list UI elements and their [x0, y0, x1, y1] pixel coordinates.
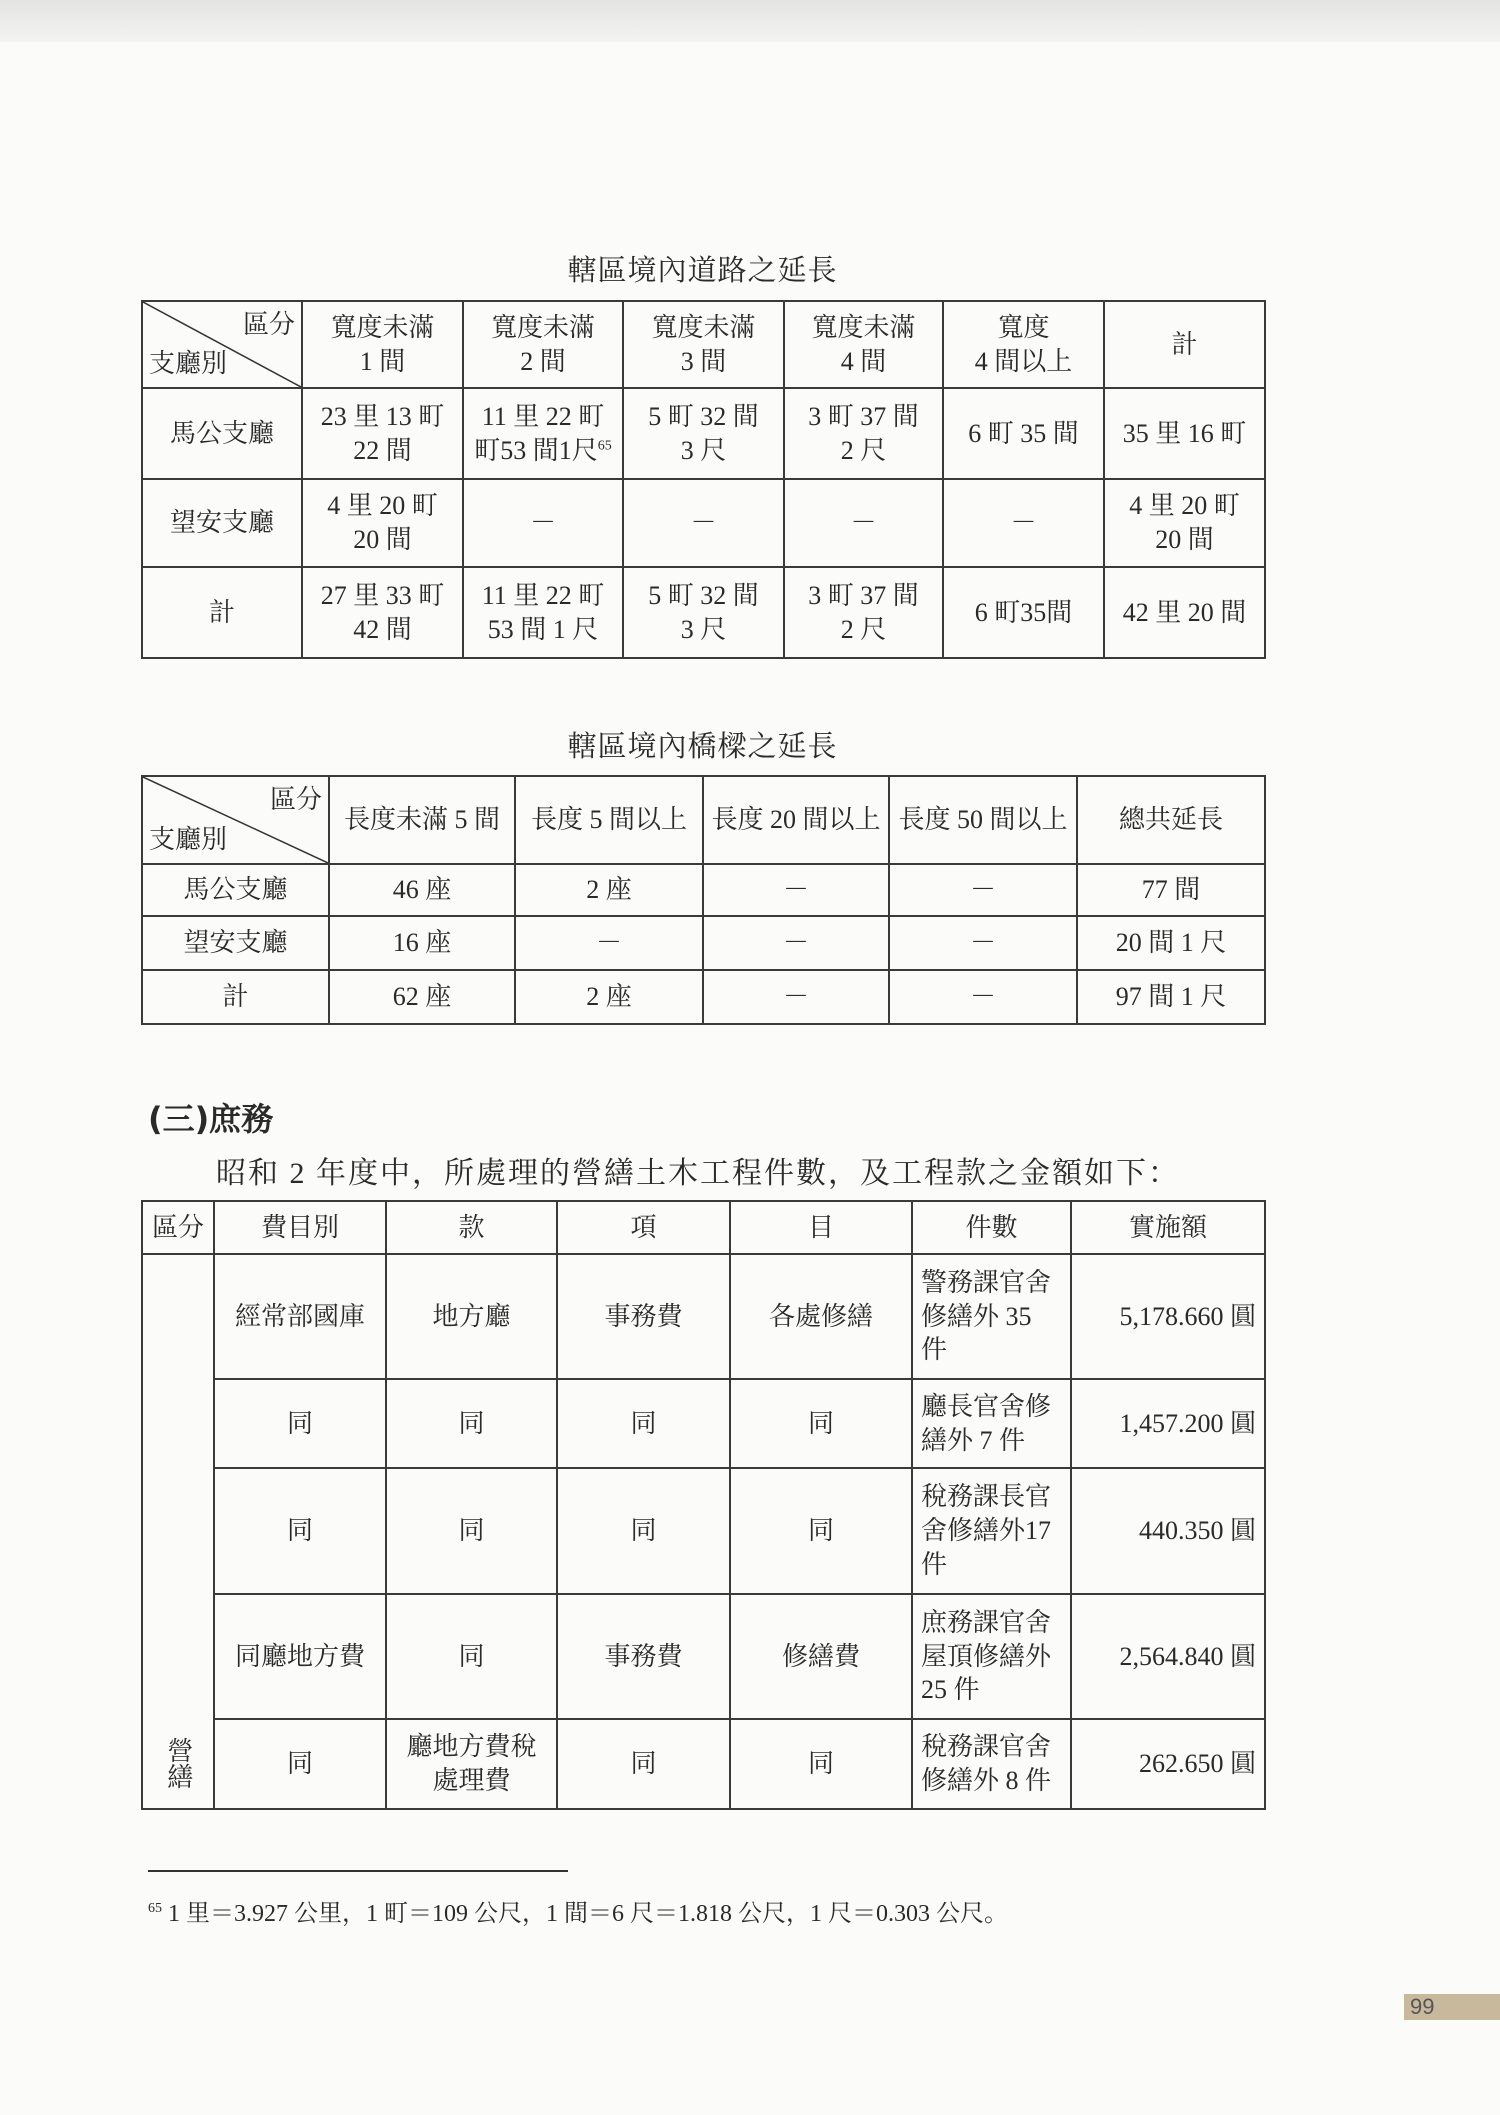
table-cell: 1,457.200 圓 [1071, 1379, 1265, 1468]
table-cell: 35 里 16 町 [1104, 388, 1265, 479]
footnote-ref: 65 [597, 437, 612, 453]
table-cell: 97 間 1 尺 [1077, 970, 1265, 1024]
corner-header-cell [142, 301, 302, 388]
table-cell: 5 町 32 間 3 尺 [623, 388, 784, 479]
column-header: 區分 [142, 1201, 214, 1254]
column-header: 目 [730, 1201, 912, 1254]
table-cell: 同 [386, 1379, 557, 1468]
corner-label-top: 區分 [242, 310, 295, 339]
section-heading: (三)庶務 [148, 1100, 274, 1138]
corner-label-bottom: 支廳別 [149, 349, 228, 379]
category-cell [142, 1254, 214, 1809]
column-header: 件數 [912, 1201, 1071, 1254]
table-row [142, 388, 1265, 479]
table-cell: 經常部國庫 [214, 1254, 386, 1379]
category-label: 營繕 [163, 1737, 193, 1790]
table-cell: 4 里 20 町 20 間 [302, 479, 463, 567]
column-header: 款 [386, 1201, 557, 1254]
header-row [142, 301, 1265, 388]
table-cell: 23 里 13 町 22 間 [302, 388, 463, 479]
column-header: 寬度未滿 3 間 [623, 301, 784, 388]
table-cell: 2,564.840 圓 [1071, 1594, 1265, 1719]
corner-header-cell [142, 776, 329, 864]
footnote-text: 1 里＝3.927 公里，1 町＝109 公尺，1 間＝6 尺＝1.818 公尺，1 尺＝0.303 公尺。 [168, 1901, 1008, 1927]
column-header: 長度 5 間以上 [515, 776, 703, 864]
table-cell: － [784, 479, 943, 567]
column-header: 總共延長 [1077, 776, 1265, 864]
row-label: 望安支廳 [142, 479, 302, 567]
column-header: 長度未滿 5 間 [329, 776, 515, 864]
table-cell: 同 [730, 1719, 912, 1809]
table-cell: 廳地方費稅 處理費 [386, 1719, 557, 1809]
table-row [142, 970, 1265, 1024]
table-cell: － [463, 479, 623, 567]
table-cell: 稅務課長官 舍修繕外17 件 [912, 1468, 1071, 1594]
column-header: 費目別 [214, 1201, 386, 1254]
table-cell: － [889, 970, 1077, 1024]
table-cell: 同 [214, 1719, 386, 1809]
table-cell: 3 町 37 間 2 尺 [784, 567, 943, 658]
bridge-length-table [141, 775, 1266, 1025]
cell-text: 11 里 22 町 町53 間1尺 [474, 401, 605, 465]
table-row [142, 1379, 1265, 1468]
bridge-table-title: 轄區境內橋樑之延長 [567, 731, 838, 763]
column-header: 寬度 4 間以上 [943, 301, 1104, 388]
section-paragraph: 昭和 2 年度中，所處理的營繕土木工程件數，及工程款之金額如下： [216, 1157, 1180, 1190]
table-cell: 同 [214, 1379, 386, 1468]
table-cell: － [703, 864, 889, 916]
footnote-number: 65 [148, 1901, 162, 1916]
row-label: 馬公支廳 [142, 864, 329, 916]
table-cell: 事務費 [557, 1594, 730, 1719]
table-cell: 廳長官舍修 繕外 7 件 [912, 1379, 1071, 1468]
table-cell: 27 里 33 町 42 間 [302, 567, 463, 658]
row-label: 望安支廳 [142, 916, 329, 970]
table-cell: 地方廳 [386, 1254, 557, 1379]
column-header: 寬度未滿 1 間 [302, 301, 463, 388]
column-header: 實施額 [1071, 1201, 1265, 1254]
header-row [142, 1201, 1265, 1254]
table-cell: 同 [730, 1379, 912, 1468]
table-cell: － [889, 916, 1077, 970]
table-cell: 16 座 [329, 916, 515, 970]
column-header: 寬度未滿 4 間 [784, 301, 943, 388]
column-header: 長度 50 間以上 [889, 776, 1077, 864]
column-header: 項 [557, 1201, 730, 1254]
table-cell: － [703, 916, 889, 970]
row-label: 馬公支廳 [142, 388, 302, 479]
table-cell: 46 座 [329, 864, 515, 916]
table-cell: 5 町 32 間 3 尺 [623, 567, 784, 658]
corner-label-bottom: 支廳別 [149, 825, 228, 855]
table-cell: 440.350 圓 [1071, 1468, 1265, 1594]
table-cell: 2 座 [515, 970, 703, 1024]
table-row [142, 1719, 1265, 1809]
table-cell: 3 町 37 間 2 尺 [784, 388, 943, 479]
footnote [148, 1893, 1008, 1928]
row-label: 計 [142, 567, 302, 658]
row-label: 計 [142, 970, 329, 1024]
column-header: 計 [1104, 301, 1265, 388]
table-cell: 同 [557, 1719, 730, 1809]
table-cell: 同 [386, 1468, 557, 1594]
table-cell: 262.650 圓 [1071, 1719, 1265, 1809]
table-cell: 4 里 20 町 20 間 [1104, 479, 1265, 567]
corner-label-top: 區分 [269, 785, 322, 814]
table-cell: 同 [386, 1594, 557, 1719]
table-row [142, 1254, 1265, 1379]
table-row [142, 1468, 1265, 1594]
table-row [142, 916, 1265, 970]
table-cell: 同 [730, 1468, 912, 1594]
table-cell [463, 388, 623, 479]
column-header: 寬度未滿 2 間 [463, 301, 623, 388]
table-cell: 11 里 22 町 53 間 1 尺 [463, 567, 623, 658]
table-cell: 稅務課官舍 修繕外 8 件 [912, 1719, 1071, 1809]
table-cell: － [703, 970, 889, 1024]
table-row [142, 567, 1265, 658]
table-cell: 20 間 1 尺 [1077, 916, 1265, 970]
table-cell: 事務費 [557, 1254, 730, 1379]
table-cell: 77 間 [1077, 864, 1265, 916]
road-length-table [141, 300, 1266, 659]
table-cell: － [515, 916, 703, 970]
table-cell: 同 [557, 1379, 730, 1468]
table-cell: 同廳地方費 [214, 1594, 386, 1719]
scan-top-band [0, 0, 1500, 42]
table-cell: 修繕費 [730, 1594, 912, 1719]
table-cell: 5,178.660 圓 [1071, 1254, 1265, 1379]
table-row [142, 864, 1265, 916]
table-cell: 同 [214, 1468, 386, 1594]
table-cell: 2 座 [515, 864, 703, 916]
footnote-divider [148, 1870, 568, 1872]
table-cell: 6 町 35 間 [943, 388, 1104, 479]
table-cell: 各處修繕 [730, 1254, 912, 1379]
road-table-title: 轄區境內道路之延長 [567, 255, 838, 287]
table-cell: － [623, 479, 784, 567]
page-number: 99 [1404, 1994, 1500, 2020]
table-cell: 同 [557, 1468, 730, 1594]
table-cell: － [943, 479, 1104, 567]
table-cell: － [889, 864, 1077, 916]
table-cell: 6 町35間 [943, 567, 1104, 658]
table-row [142, 1594, 1265, 1719]
header-row [142, 776, 1265, 864]
table-cell: 庶務課官舍 屋頂修繕外 25 件 [912, 1594, 1071, 1719]
construction-table [141, 1200, 1266, 1810]
column-header: 長度 20 間以上 [703, 776, 889, 864]
table-row [142, 479, 1265, 567]
table-cell: 62 座 [329, 970, 515, 1024]
table-cell: 警務課官舍 修繕外 35 件 [912, 1254, 1071, 1379]
table-cell: 42 里 20 間 [1104, 567, 1265, 658]
